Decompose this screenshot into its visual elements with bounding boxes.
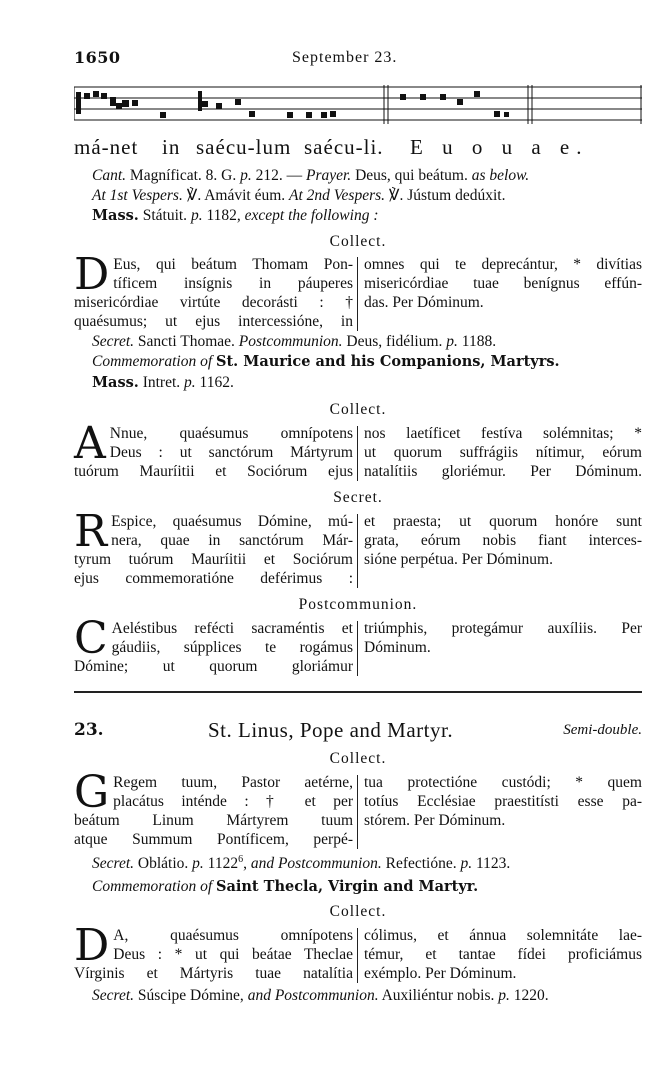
secret-note-3: Secret. Oblátio. p. 1122$^6$, and Postcommunion. Refectióne. p. 1123. [92,854,511,873]
neumes [76,91,509,118]
initial-letter: G [74,767,110,818]
column-divider [357,426,358,481]
column-divider [357,514,358,588]
secret-note-4: Secret. Súscipe Dómine, and Postcommunion. Auxiliéntur nobis. p. 1220. [92,987,549,1004]
feast-date: 23. [74,720,104,740]
collect3-left-column: G Regem tuum, Pastor aetérne, placátus inténde : † et per beátum Linum Mártyrem tuum atque Summum Pontíficem, perpé- [74,767,353,848]
mass-note-2: Mass. Intret. p. 1162. [92,374,234,391]
collect-right-column: omnes qui te deprecántur, * divítias misericórdiae tuae benígnus effún- das. Per Dóminum. [364,256,642,311]
section-divider [74,691,642,693]
secret-heading: Secret. [333,489,383,506]
collect-left-column: D Eus, qui beátum Thomam Pon- tíficem insígnis in páuperes misericórdiae virtúte decorásti : † quaésumus; ut ejus intercessióne, in [74,249,353,330]
initial-letter: D [74,920,110,971]
postcomm2-right-column: triúmphis, protegámur auxíliis. Per Dóminum. [364,620,642,656]
chant-lyrics [74,135,642,161]
running-head: September 23. [292,49,398,66]
lyric-syllable: E u o u a e. [410,135,589,159]
feast-title: St. Linus, Pope and Martyr. [208,718,454,742]
collect2-right-column: nos laetíficet festíva solémnitas; * ut quorum suffrágiis nítimur, eórum natalítiis gloriémur. Per Dóminum. [364,425,642,480]
initial-letter: A [74,418,106,469]
chant-staff [74,83,642,129]
commemoration-note: Commemoration of St. Maurice and his Companions, Martyrs. [92,353,560,370]
secret2-left-column: R Espice, quaésumus Dómine, mú- nera, quae in sanctórum Már- tyrum tuórum Mauríitii et Sociórum ejus commemoratióne deférimus : [74,506,353,587]
postcommunion-heading: Postcommunion. [298,596,418,613]
feast-rank: Semi-double. [563,722,642,738]
lyric-syllable: saécu-li. [304,135,384,159]
initial-letter: R [74,506,108,557]
column-divider [357,775,358,849]
secret-note: Secret. Sancti Thomae. Postcommunion. Deus, fidélium. p. 1188. [92,333,497,350]
collect4-right-column: cólimus, et ánnua solemnitáte lae- témur, et tantae fídei proficiámus exémplo. Per Dóminum. [364,927,642,982]
collect3-right-column: tua protectióne custódi; * quem totíus Ecclésiae praestitísti esse pa- stórem. Per Dóminum. [364,774,642,829]
lyric-syllable: in [162,135,181,159]
secret2-right-column: et praesta; ut quorum honóre sunt grata, eórum nobis fiant interces- sióne perpétua. Per Dóminum. [364,513,642,568]
collect-heading-4: Collect. [329,903,387,920]
collect4-left-column: D A, quaésumus omnípotens Deus : * ut qui beátae Theclae Vírginis et Mártyris tuae natalítia [74,920,353,982]
column-divider [357,257,358,331]
initial-letter: D [74,249,110,300]
lyric-syllable: saécu-lum [196,135,292,159]
column-divider [357,621,358,676]
vespers-note: At 1st Vespers. ℣. Amávit éum. At 2nd Vespers. ℣. Jústum dedúxit. [92,187,506,204]
column-divider [357,928,358,983]
commemoration-note-2: Commemoration of Saint Thecla, Virgin and Martyr. [92,878,479,895]
cant-note: Cant. Magníficat. 8. G. p. 212. — Prayer. Deus, qui beátum. as below. [92,167,530,184]
collect-heading: Collect. [329,233,387,250]
mass-note: Mass. Státuit. p. 1182, except the following : [92,207,379,224]
feast-heading [74,718,642,746]
collect2-left-column: A Nnue, quaésumus omnípotens Deus : ut sanctórum Mártyrum tuórum Mauríitii et Sociórum ejus [74,418,353,480]
collect-heading-3: Collect. [329,750,387,767]
page-number: 1650 [74,48,121,67]
lyric-syllable: má-net [74,135,139,159]
postcomm2-left-column: C Aeléstibus refécti sacraméntis et gáudiis, súpplices te rogámus Dómine; ut quorum gloriámur [74,613,353,675]
initial-letter: C [74,613,108,664]
collect-heading-2: Collect. [329,401,387,418]
